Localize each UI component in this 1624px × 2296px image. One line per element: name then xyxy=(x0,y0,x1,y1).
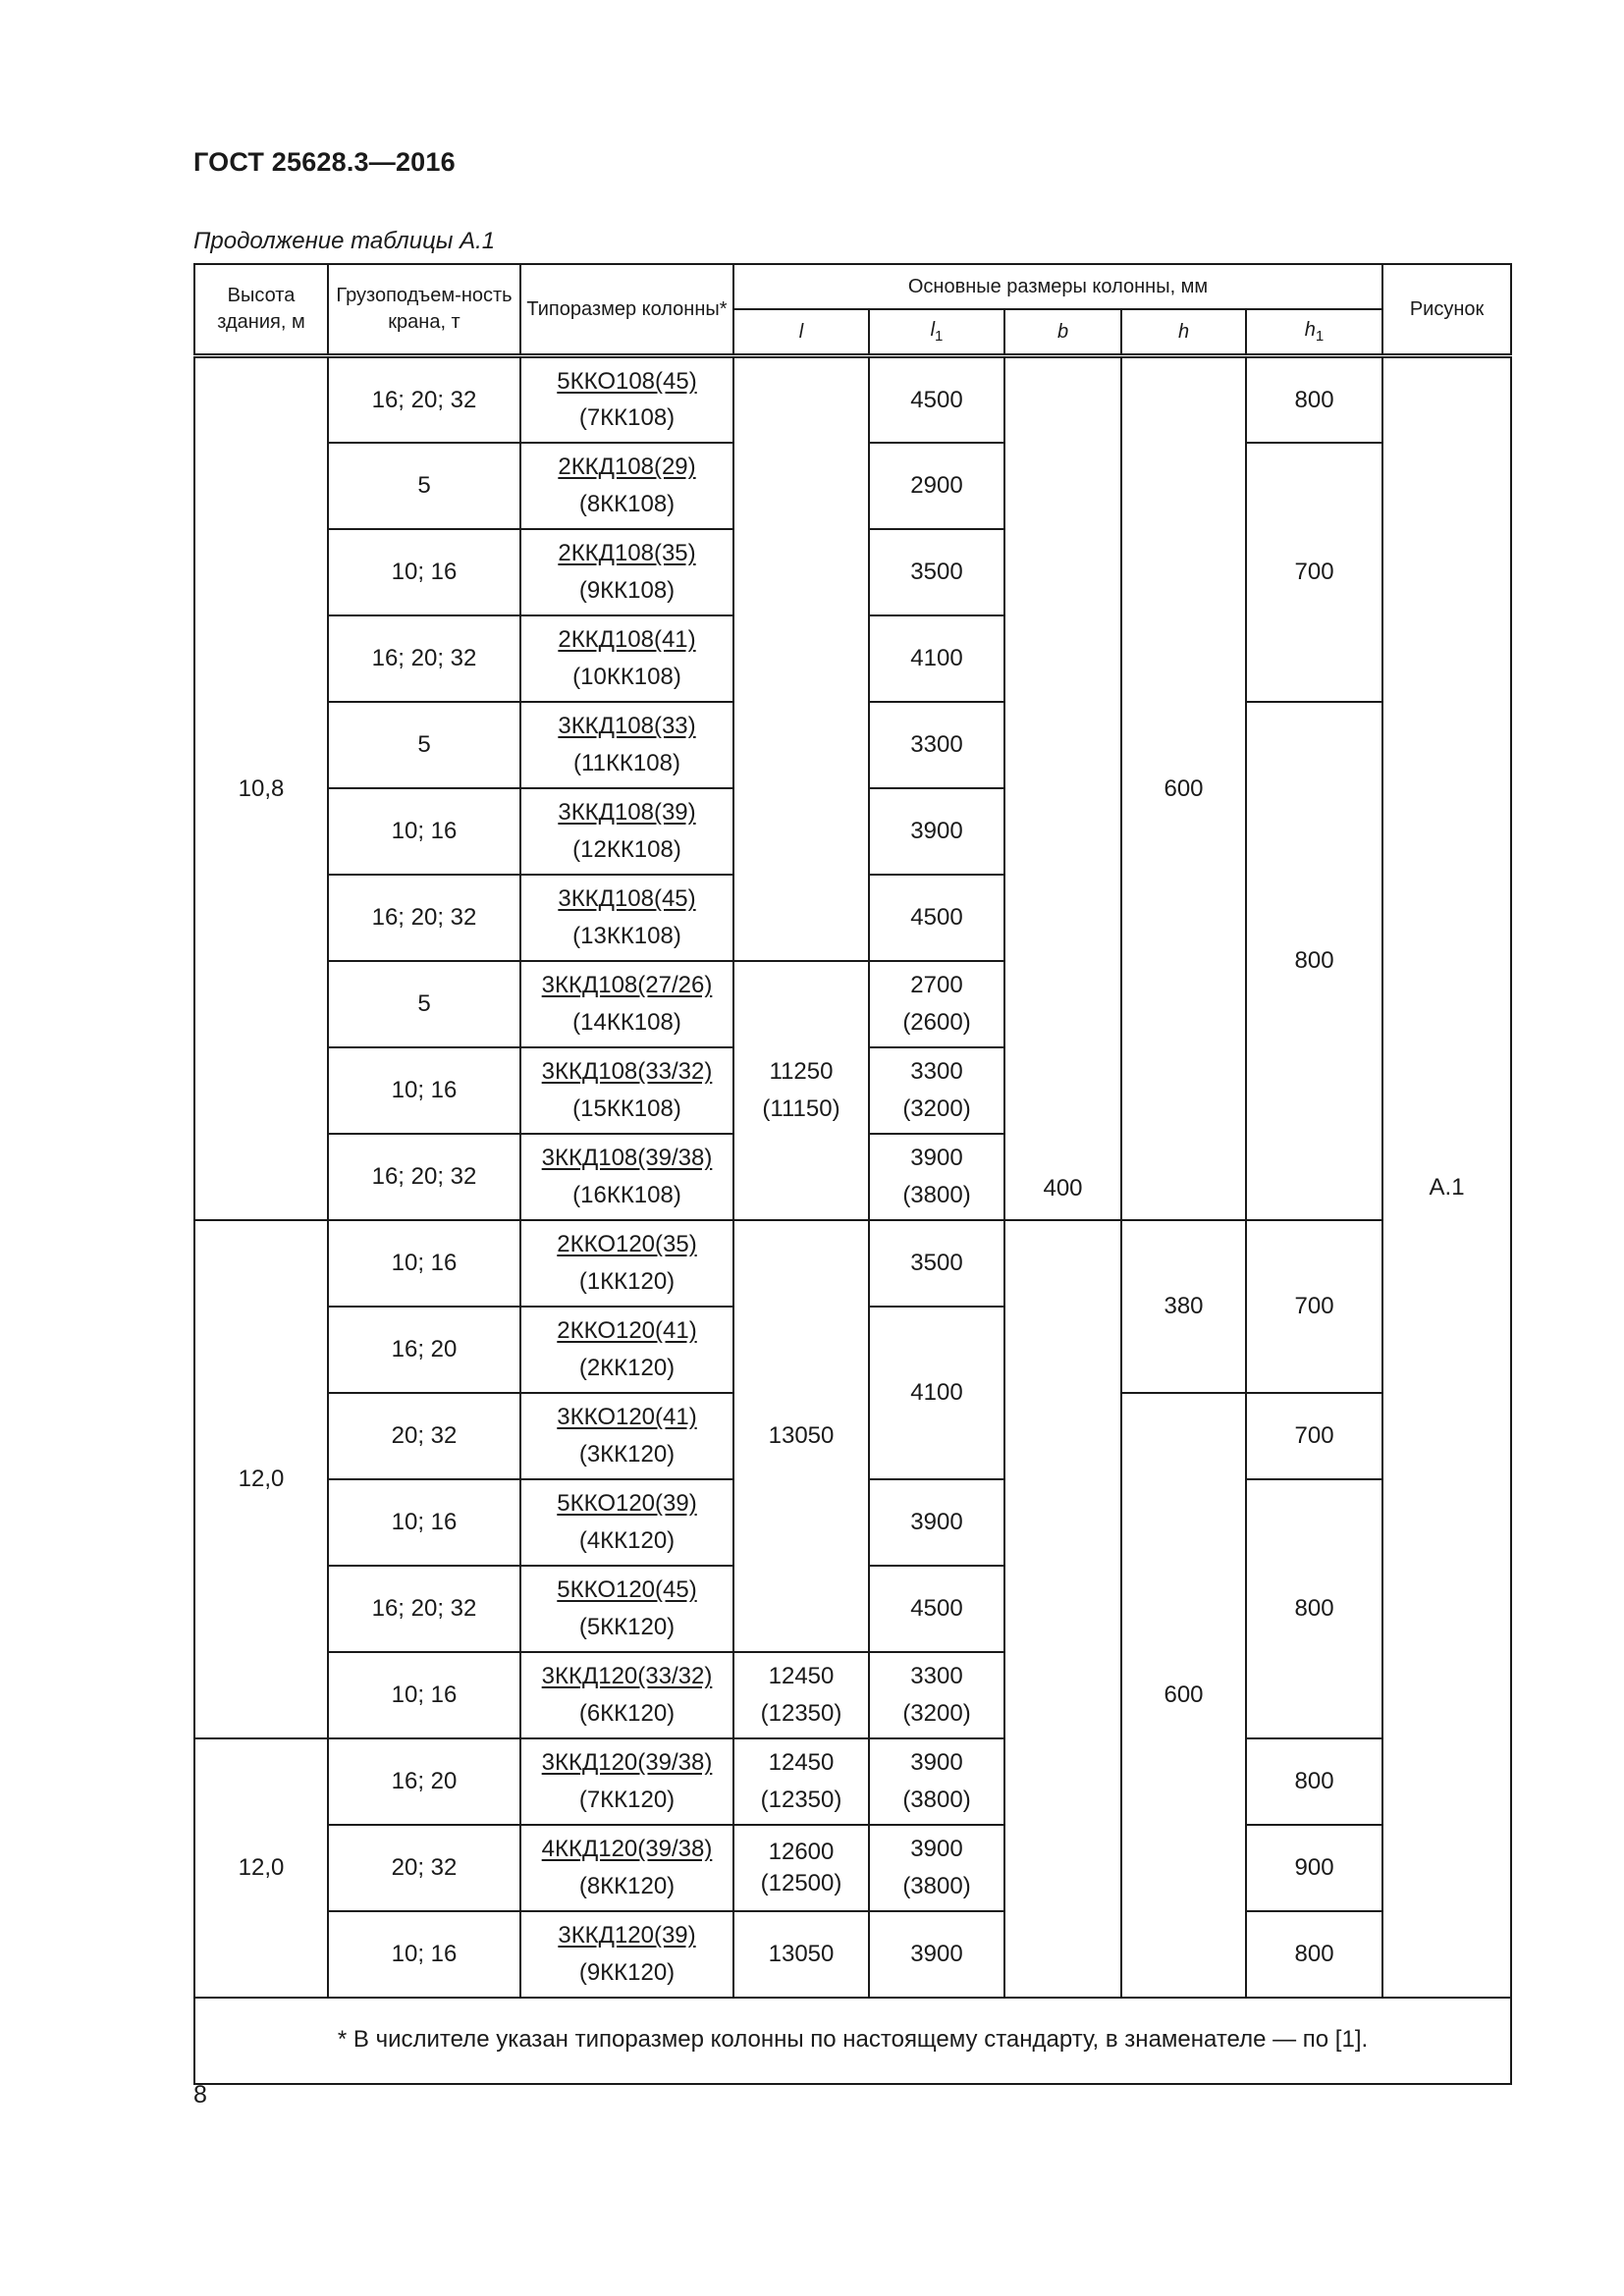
h-cell: 600 xyxy=(1121,1393,1246,1998)
type-cell: 4ККД120(39/38) (8КК120) xyxy=(520,1825,733,1911)
l-cell: 12600 (12500) xyxy=(733,1825,869,1911)
page-number: 8 xyxy=(193,2081,207,2109)
figure-cell: А.1 xyxy=(1382,356,1511,1998)
table-row xyxy=(194,1220,1511,1307)
l1-cell: 3900 xyxy=(869,1911,1004,1998)
capacity-cell: 10; 16 xyxy=(328,1220,520,1307)
l1-cell: 2900 xyxy=(869,443,1004,529)
type-cell: 3ККД120(39/38) (7КК120) xyxy=(520,1738,733,1825)
h1-cell: 700 xyxy=(1246,1393,1382,1479)
capacity-cell: 16; 20; 32 xyxy=(328,1134,520,1220)
l-cell-empty xyxy=(733,356,869,961)
l1-cell: 3300 (3200) xyxy=(869,1652,1004,1738)
type-cell: 3ККД108(39/38) (16КК108) xyxy=(520,1134,733,1220)
h-cell: 380 xyxy=(1121,1220,1246,1393)
type-cell: 3ККД108(33) (11КК108) xyxy=(520,702,733,788)
table-footnote: * В числителе указан типоразмер колонны по настоящему стандарту, в знаменателе — по [1]. xyxy=(194,1998,1511,2084)
b-value: 400 xyxy=(1043,1175,1083,1202)
capacity-cell: 10; 16 xyxy=(328,788,520,875)
l1-cell: 3500 xyxy=(869,529,1004,615)
type-cell: 2ККО120(41) (2КК120) xyxy=(520,1307,733,1393)
h1-cell: 800 xyxy=(1246,356,1382,443)
capacity-cell: 10; 16 xyxy=(328,529,520,615)
l1-cell: 3900 (3800) xyxy=(869,1825,1004,1911)
type-cell: 3ККД108(39) (12КК108) xyxy=(520,788,733,875)
l1-cell: 3900 (3800) xyxy=(869,1134,1004,1220)
capacity-cell: 20; 32 xyxy=(328,1393,520,1479)
type-cell: 3ККД108(27/26) (14КК108) xyxy=(520,961,733,1047)
capacity-cell: 16; 20; 32 xyxy=(328,615,520,702)
l-cell: 11250 (11150) xyxy=(733,961,869,1220)
capacity-cell: 16; 20; 32 xyxy=(328,356,520,443)
type-cell: 5ККО120(39) (4КК120) xyxy=(520,1479,733,1566)
capacity-cell: 16; 20; 32 xyxy=(328,1566,520,1652)
height-cell: 12,0 xyxy=(194,1220,328,1738)
l1-cell: 2700 (2600) xyxy=(869,961,1004,1047)
type-cell: 3ККД108(33/32) (15КК108) xyxy=(520,1047,733,1134)
h1-cell: 800 xyxy=(1246,702,1382,1220)
header-dims-group: Основные размеры колонны, мм xyxy=(733,264,1382,309)
table-row xyxy=(194,1911,1511,1998)
header-l1: $l_1$ xyxy=(869,309,1004,356)
document-header: ГОСТ 25628.3—2016 xyxy=(193,147,456,177)
l1-cell: 3300 xyxy=(869,702,1004,788)
capacity-cell: 10; 16 xyxy=(328,1911,520,1998)
l1-cell: 4100 xyxy=(869,1307,1004,1479)
header-height: Высота здания, м xyxy=(194,264,328,356)
table-row xyxy=(194,356,1511,443)
type-cell: 5ККО120(45) (5КК120) xyxy=(520,1566,733,1652)
l-cell: 13050 xyxy=(733,1220,869,1652)
l1-cell: 3500 xyxy=(869,1220,1004,1307)
capacity-cell: 16; 20 xyxy=(328,1738,520,1825)
type-cell: 3ККД120(33/32) (6КК120) xyxy=(520,1652,733,1738)
h-cell: 600 xyxy=(1121,356,1246,1220)
h1-cell: 800 xyxy=(1246,1738,1382,1825)
b-cell-empty xyxy=(1004,356,1121,1220)
height-cell: 10,8 xyxy=(194,356,328,1220)
l-cell: 13050 xyxy=(733,1911,869,1998)
type-cell: 3ККО120(41) (3КК120) xyxy=(520,1393,733,1479)
type-cell: 5ККО108(45) (7КК108) xyxy=(520,356,733,443)
type-cell: 2ККО120(35) (1КК120) xyxy=(520,1220,733,1307)
l-cell: 12450 (12350) xyxy=(733,1652,869,1738)
capacity-cell: 5 xyxy=(328,702,520,788)
type-cell: 2ККД108(41) (10КК108) xyxy=(520,615,733,702)
footnote-row xyxy=(194,1998,1511,2084)
table-row xyxy=(194,1825,1511,1911)
header-h: h xyxy=(1121,309,1246,356)
table-row xyxy=(194,1738,1511,1825)
l1-cell: 4100 xyxy=(869,615,1004,702)
l1-cell: 4500 xyxy=(869,875,1004,961)
h1-cell: 700 xyxy=(1246,443,1382,702)
l1-cell: 4500 xyxy=(869,356,1004,443)
l-cell: 12450 (12350) xyxy=(733,1738,869,1825)
columns-table xyxy=(193,263,1512,2085)
h1-cell: 700 xyxy=(1246,1220,1382,1393)
header-h1: $h_1$ xyxy=(1246,309,1382,356)
capacity-cell: 10; 16 xyxy=(328,1047,520,1134)
header-type: Типоразмер колонны* xyxy=(520,264,733,356)
l1-cell: 3300 (3200) xyxy=(869,1047,1004,1134)
type-cell: 2ККД108(29) (8КК108) xyxy=(520,443,733,529)
capacity-cell: 10; 16 xyxy=(328,1652,520,1738)
h1-cell: 800 xyxy=(1246,1911,1382,1998)
l1-cell: 3900 xyxy=(869,788,1004,875)
l1-cell: 3900 (3800) xyxy=(869,1738,1004,1825)
h1-cell: 900 xyxy=(1246,1825,1382,1911)
capacity-cell: 16; 20 xyxy=(328,1307,520,1393)
capacity-cell: 20; 32 xyxy=(328,1825,520,1911)
capacity-cell: 5 xyxy=(328,443,520,529)
capacity-cell: 10; 16 xyxy=(328,1479,520,1566)
header-figure: Рисунок xyxy=(1382,264,1511,356)
table-caption: Продолжение таблицы А.1 xyxy=(193,228,496,254)
capacity-cell: 5 xyxy=(328,961,520,1047)
l1-cell: 4500 xyxy=(869,1566,1004,1652)
type-cell: 2ККД108(35) (9КК108) xyxy=(520,529,733,615)
l1-cell: 3900 xyxy=(869,1479,1004,1566)
type-cell: 3ККД120(39) (9КК120) xyxy=(520,1911,733,1998)
h1-cell: 800 xyxy=(1246,1479,1382,1738)
type-cell: 3ККД108(45) (13КК108) xyxy=(520,875,733,961)
height-cell: 12,0 xyxy=(194,1738,328,1998)
b-cell xyxy=(1004,1220,1121,1998)
header-b: b xyxy=(1004,309,1121,356)
header-l: l xyxy=(733,309,869,356)
header-capacity: Грузоподъем-ность крана, т xyxy=(328,264,520,356)
capacity-cell: 16; 20; 32 xyxy=(328,875,520,961)
